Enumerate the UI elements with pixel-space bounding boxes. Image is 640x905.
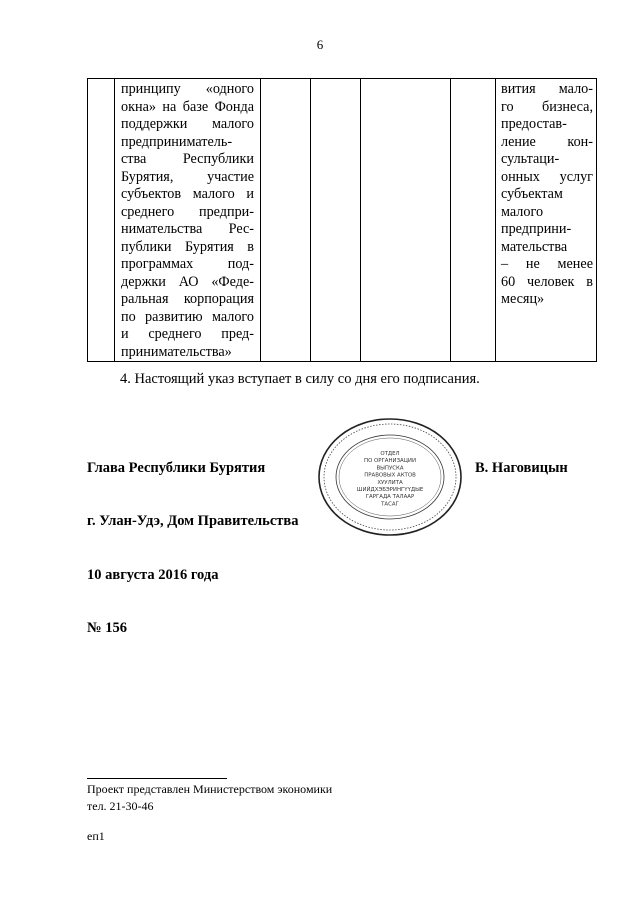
cell-text-line: малого (501, 203, 544, 220)
cell-text-line: программах под- (121, 256, 254, 272)
signatory-name: В. Наговицын (475, 460, 568, 476)
seal-text-line: ХУУЛИТА (377, 479, 403, 486)
cell-text-line: предприни- (501, 221, 572, 237)
cell-text-line: ление кон- (501, 133, 593, 150)
table-cell-empty (451, 79, 496, 362)
cell-text-line: мательства (501, 238, 568, 255)
cell-text-line: окна» на базе Фонда (121, 98, 254, 115)
cell-text-line: публики Бурятия в (121, 238, 254, 255)
continuation-table (87, 78, 597, 362)
cell-text-line: ства Республики (121, 151, 254, 167)
cell-text-line: принимательства» (121, 343, 232, 360)
footnote-divider (87, 778, 227, 779)
seal-text-line: ПРАВОВЫХ АКТОВ (364, 472, 416, 479)
cell-text-line: субъектам (501, 186, 563, 202)
cell-text-line: предостав- (501, 116, 567, 132)
table-cell-description (115, 79, 261, 362)
cell-text-line: го бизнеса, (501, 98, 593, 115)
signatory-title: Глава Республики Бурятия (87, 460, 266, 476)
seal-text-line: ШИЙДХЭБЭРИНГҮҮДЫЕ (356, 487, 424, 493)
cell-text-line: месяц» (501, 291, 545, 307)
page-number: 6 (316, 37, 324, 52)
cell-text-line: субъектов малого и (121, 186, 254, 202)
official-seal (315, 416, 465, 538)
signing-place: г. Улан-Удэ, Дом Правительства (87, 513, 299, 529)
signing-date: 10 августа 2016 года (87, 567, 219, 583)
cell-text-line: сультаци- (501, 151, 560, 167)
result-lines (496, 79, 596, 309)
table-cell-empty (311, 79, 361, 362)
cell-text-line: нимательства Рес- (121, 221, 254, 237)
cell-text-line: ральная корпорация (121, 291, 254, 307)
seal-text-line: ТАСАГ (381, 501, 399, 508)
footnote-phone: тел. 21-30-46 (87, 799, 154, 813)
seal-text-line: ГАРГАДА ТАЛААР (365, 494, 415, 501)
cell-text-line: вития мало- (501, 81, 593, 97)
seal-text-line: ВЫПУСКА (376, 465, 404, 472)
seal-text-line: ПО ОРГАНИЗАЦИИ (364, 458, 416, 465)
footnote-prepared-by: Проект представлен Министерством экономики (87, 782, 333, 796)
cell-text-line: принципу «одного (121, 81, 254, 97)
cell-text-line: поддержки малого (121, 116, 254, 132)
cell-text-line: предприниматель- (121, 133, 233, 150)
cell-text-line: 60 человек в (501, 273, 593, 290)
seal-text-line: ОТДЕЛ (380, 451, 400, 457)
cell-text-line: и среднего пред- (121, 326, 254, 342)
table-cell-empty (361, 79, 451, 362)
cell-text-line: по развитию малого (121, 308, 254, 325)
cell-text-line: среднего предпри- (121, 203, 254, 220)
cell-text-line: Бурятия, участие (121, 168, 254, 185)
executor-initials: еп1 (87, 829, 105, 843)
table-cell-number (88, 79, 115, 362)
cell-text-line: онных услуг (501, 168, 593, 185)
table-cell-empty (261, 79, 311, 362)
description-lines (115, 79, 260, 361)
cell-text-line: – не менее (501, 256, 593, 272)
cell-text-line: держки АО «Феде- (121, 273, 254, 290)
table-cell-result (496, 79, 597, 362)
clause-text: 4. Настоящий указ вступает в силу со дня его подписания. (120, 371, 480, 387)
document-number: № 156 (87, 620, 127, 636)
